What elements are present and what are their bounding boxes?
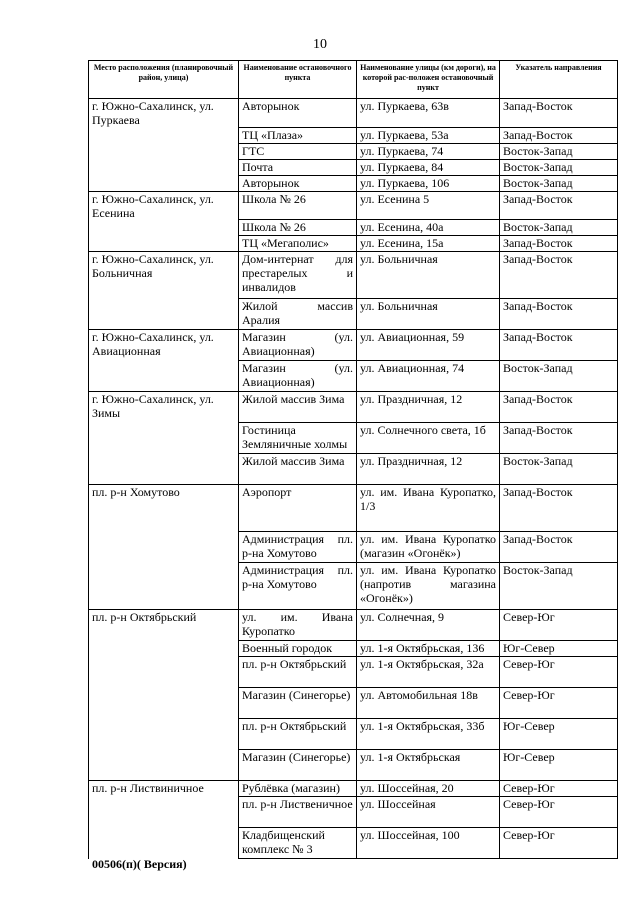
cell-location — [89, 797, 239, 828]
cell-stop-name: Рублёвка (магазин) — [239, 781, 357, 797]
table-row — [89, 236, 618, 252]
cell-stop-name: Гостиница Земляничные холмы — [239, 423, 357, 454]
cell-location: г. Южно-Сахалинск, ул. Есенина — [89, 191, 239, 220]
cell-street: ул. Солнечного света, 1б — [357, 423, 500, 454]
document-footer: 00506(п)( Версия) — [92, 857, 187, 871]
cell-stop-name: Авторынок — [239, 99, 357, 128]
cell-location — [89, 220, 239, 236]
table-row — [89, 750, 618, 781]
cell-stop-name: Магазин (Синегорье) — [239, 688, 357, 719]
table-row — [89, 688, 618, 719]
cell-direction: Юг-Север — [500, 719, 618, 750]
table-row — [89, 252, 618, 299]
cell-location — [89, 454, 239, 485]
cell-street: ул. Шоссейная, 20 — [357, 781, 500, 797]
cell-direction: Запад-Восток — [500, 236, 618, 252]
cell-location — [89, 127, 239, 143]
cell-street: ул. Солнечная, 9 — [357, 610, 500, 641]
cell-street: ул. 1-я Октябрьская, 136 — [357, 641, 500, 657]
cell-location: пл. р-н Хомутово — [89, 485, 239, 532]
cell-location — [89, 750, 239, 781]
cell-direction: Север-Юг — [500, 657, 618, 688]
cell-street: ул. Пуркаева, 63в — [357, 99, 500, 128]
table-row — [89, 781, 618, 797]
table-header-row — [89, 61, 618, 99]
cell-stop-name: Военный городок — [239, 641, 357, 657]
cell-direction: Запад-Восток — [500, 252, 618, 299]
cell-stop-name: пл. р-н Октябрьский — [239, 719, 357, 750]
cell-stop-name: Жилой массив Зима — [239, 454, 357, 485]
cell-stop-name: Школа № 26 — [239, 191, 357, 220]
cell-stop-name: Кладбищенский комплекс № 3 — [239, 828, 357, 859]
cell-street: ул. Автомобильная 18в — [357, 688, 500, 719]
cell-direction: Восток-Запад — [500, 220, 618, 236]
cell-direction: Запад-Восток — [500, 392, 618, 423]
cell-street: ул. Есенина, 40а — [357, 220, 500, 236]
cell-direction: Запад-Восток — [500, 299, 618, 330]
cell-location: г. Южно-Сахалинск, ул. Авиационная — [89, 330, 239, 361]
cell-stop-name: пл. р-н Лиственичное — [239, 797, 357, 828]
cell-direction: Запад-Восток — [500, 485, 618, 532]
cell-direction: Запад-Восток — [500, 423, 618, 454]
cell-street: ул. 1-я Октябрьская, 33б — [357, 719, 500, 750]
table-row — [89, 361, 618, 392]
table-row — [89, 797, 618, 828]
cell-location — [89, 299, 239, 330]
bus-stops-table — [88, 60, 618, 859]
cell-street: ул. Есенина, 15а — [357, 236, 500, 252]
cell-stop-name: ГТС — [239, 143, 357, 159]
cell-location — [89, 563, 239, 610]
cell-street: ул. Авиационная, 74 — [357, 361, 500, 392]
cell-direction: Запад-Восток — [500, 330, 618, 361]
table-row — [89, 719, 618, 750]
table-row — [89, 423, 618, 454]
cell-direction: Запад-Восток — [500, 532, 618, 563]
table-row — [89, 175, 618, 191]
cell-street: ул. 1-я Октябрьская — [357, 750, 500, 781]
cell-street: ул. Шоссейная, 100 — [357, 828, 500, 859]
table-row — [89, 610, 618, 641]
cell-street: ул. Есенина 5 — [357, 191, 500, 220]
header-direction: Указатель направления — [500, 61, 618, 99]
cell-stop-name: пл. р-н Октябрьский — [239, 657, 357, 688]
header-street: Наименование улицы (км дороги), на которой рас-положен остановочный пункт — [357, 61, 500, 99]
cell-street: ул. Больничная — [357, 252, 500, 299]
cell-street: ул. Пуркаева, 74 — [357, 143, 500, 159]
table-row — [89, 532, 618, 563]
cell-location — [89, 641, 239, 657]
cell-direction: Юг-Север — [500, 641, 618, 657]
cell-direction: Восток-Запад — [500, 563, 618, 610]
cell-street: ул. им. Ивана Куропатко (напротив магазина «Огонёк») — [357, 563, 500, 610]
cell-location: г. Южно-Сахалинск, ул. Пуркаева — [89, 99, 239, 128]
table-row — [89, 159, 618, 175]
cell-location: г. Южно-Сахалинск, ул. Зимы — [89, 392, 239, 423]
cell-street: ул. Пуркаева, 106 — [357, 175, 500, 191]
table-row — [89, 454, 618, 485]
cell-stop-name: Администрация пл. р-на Хомутово — [239, 563, 357, 610]
cell-location — [89, 423, 239, 454]
cell-direction: Восток-Запад — [500, 159, 618, 175]
cell-direction: Север-Юг — [500, 781, 618, 797]
table-row — [89, 563, 618, 610]
cell-direction: Север-Юг — [500, 688, 618, 719]
cell-street: ул. Шоссейная — [357, 797, 500, 828]
cell-direction: Запад-Восток — [500, 99, 618, 128]
cell-direction: Север-Юг — [500, 797, 618, 828]
cell-direction: Запад-Восток — [500, 127, 618, 143]
table-row — [89, 127, 618, 143]
table-row — [89, 485, 618, 532]
cell-location: пл. р-н Октябрьский — [89, 610, 239, 641]
table-row — [89, 299, 618, 330]
cell-street: ул. Праздничная, 12 — [357, 392, 500, 423]
cell-direction: Север-Юг — [500, 828, 618, 859]
cell-street: ул. Больничная — [357, 299, 500, 330]
table-row — [89, 828, 618, 859]
cell-direction: Юг-Север — [500, 750, 618, 781]
cell-street: ул. им. Ивана Куропатко, 1/3 — [357, 485, 500, 532]
cell-location — [89, 688, 239, 719]
cell-direction: Восток-Запад — [500, 361, 618, 392]
cell-location — [89, 532, 239, 563]
cell-location — [89, 657, 239, 688]
cell-direction: Восток-Запад — [500, 175, 618, 191]
cell-direction: Запад-Восток — [500, 191, 618, 220]
table-row — [89, 220, 618, 236]
cell-stop-name: Жилой массив Зима — [239, 392, 357, 423]
cell-location — [89, 828, 239, 859]
cell-stop-name: Магазин (ул. Авиационная) — [239, 361, 357, 392]
cell-location — [89, 143, 239, 159]
cell-street: ул. им. Ивана Куропатко (магазин «Огонёк») — [357, 532, 500, 563]
table-row — [89, 657, 618, 688]
cell-street: ул. Авиационная, 59 — [357, 330, 500, 361]
cell-location — [89, 719, 239, 750]
cell-direction: Восток-Запад — [500, 454, 618, 485]
header-stop: Наименование остановочного пункта — [239, 61, 357, 99]
cell-stop-name: ул. им. Ивана Куропатко — [239, 610, 357, 641]
cell-stop-name: Администрация пл. р-на Хомутово — [239, 532, 357, 563]
cell-street: ул. Пуркаева, 84 — [357, 159, 500, 175]
table-row — [89, 143, 618, 159]
cell-stop-name: Дом-интернат для престарелых и инвалидов — [239, 252, 357, 299]
cell-stop-name: Авторынок — [239, 175, 357, 191]
cell-street: ул. 1-я Октябрьская, 32а — [357, 657, 500, 688]
cell-location: г. Южно-Сахалинск, ул. Больничная — [89, 252, 239, 299]
cell-stop-name: ТЦ «Мегаполис» — [239, 236, 357, 252]
cell-direction: Север-Юг — [500, 610, 618, 641]
cell-stop-name: Школа № 26 — [239, 220, 357, 236]
table-row — [89, 641, 618, 657]
table-row — [89, 99, 618, 128]
cell-location: пл. р-н Листвиничное — [89, 781, 239, 797]
page-number: 10 — [313, 37, 327, 52]
cell-stop-name: Магазин (ул. Авиационная) — [239, 330, 357, 361]
cell-stop-name: Почта — [239, 159, 357, 175]
cell-street: ул. Пуркаева, 53а — [357, 127, 500, 143]
table-row — [89, 191, 618, 220]
cell-stop-name: ТЦ «Плаза» — [239, 127, 357, 143]
cell-location — [89, 159, 239, 175]
cell-stop-name: Магазин (Синегорье) — [239, 750, 357, 781]
cell-location — [89, 361, 239, 392]
cell-street: ул. Праздничная, 12 — [357, 454, 500, 485]
table-body — [89, 99, 618, 859]
table-row — [89, 330, 618, 361]
cell-location — [89, 236, 239, 252]
cell-stop-name: Аэропорт — [239, 485, 357, 532]
cell-location — [89, 175, 239, 191]
cell-stop-name: Жилой массив Аралия — [239, 299, 357, 330]
header-location: Место расположения (планировочный район, улица) — [89, 61, 239, 99]
cell-direction: Восток-Запад — [500, 143, 618, 159]
table-row — [89, 392, 618, 423]
